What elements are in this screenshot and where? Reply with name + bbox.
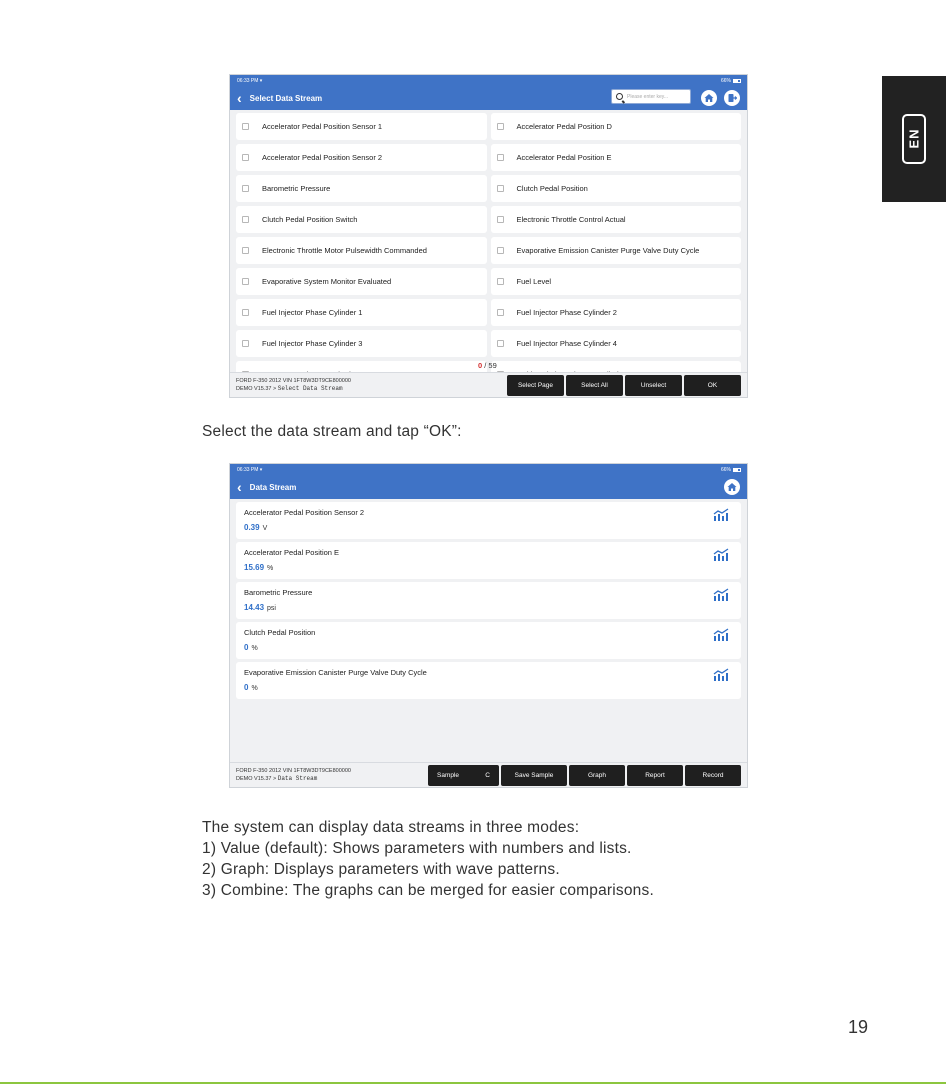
parameter-value: 0 — [244, 643, 249, 652]
parameter-unit: psi — [267, 605, 276, 612]
checkbox[interactable] — [497, 185, 504, 192]
back-icon[interactable]: ‹ — [237, 479, 242, 495]
total-count: / 59 — [484, 361, 497, 370]
data-stream-row — [236, 582, 741, 619]
exit-icon — [727, 93, 737, 103]
stream-item[interactable] — [236, 206, 487, 233]
breadcrumb: Data Stream — [277, 775, 318, 782]
stream-item-label: Accelerator Pedal Position D — [516, 122, 612, 131]
page-number: 19 — [848, 1017, 869, 1037]
status-ampm: PM — [250, 466, 259, 473]
data-stream-grid — [230, 110, 747, 388]
battery-level: 66% — [720, 466, 731, 473]
stream-item-label: Accelerator Pedal Position Sensor 2 — [262, 153, 383, 162]
graph-icon[interactable] — [713, 588, 729, 601]
parameter-value: 15.69 — [244, 563, 265, 572]
parameter-value: 0 — [244, 683, 249, 692]
stream-item[interactable] — [491, 175, 742, 202]
action-buttons — [507, 375, 747, 396]
back-icon[interactable]: ‹ — [237, 90, 242, 106]
stream-item[interactable] — [491, 330, 742, 357]
data-stream-row — [236, 502, 741, 539]
stream-item-label: Barometric Pressure — [262, 184, 331, 193]
stream-item[interactable] — [491, 299, 742, 326]
stream-item[interactable] — [236, 237, 487, 264]
bottom-bar — [230, 372, 747, 397]
vehicle-details: FORD F-350 2012 VIN 1FT8W3DT9CE800000 — [236, 768, 351, 774]
parameter-value: 14.43 — [244, 603, 265, 612]
record-button[interactable]: Record — [685, 765, 741, 786]
vehicle-details: FORD F-350 2012 VIN 1FT8W3DT9CE800000 — [236, 378, 351, 384]
graph-icon[interactable] — [713, 548, 729, 561]
stream-item[interactable] — [236, 144, 487, 171]
breadcrumb: Select Data Stream — [277, 385, 343, 392]
home-button[interactable] — [724, 479, 740, 495]
stream-item[interactable] — [491, 113, 742, 140]
stream-item[interactable] — [236, 175, 487, 202]
sample-label: Sample — [437, 771, 460, 779]
page-title: Data Stream — [249, 482, 297, 492]
stream-item-label: Fuel Injector Phase Cylinder 4 — [516, 339, 617, 348]
ok-button[interactable]: OK — [684, 375, 741, 396]
modes-intro: The system can display data streams in three modes: — [202, 819, 580, 836]
parameter-unit: V — [262, 525, 268, 532]
search-input[interactable] — [627, 94, 685, 100]
parameter-name: Accelerator Pedal Position Sensor 2 — [244, 508, 365, 517]
data-stream-list — [230, 499, 747, 699]
battery-level: 66% — [720, 77, 731, 84]
stream-item-label: Fuel Injector Phase Cylinder 2 — [516, 308, 617, 317]
mode-item: 2) Graph: Displays parameters with wave patterns. — [202, 861, 560, 878]
stream-item-label: Evaporative System Monitor Evaluated — [262, 277, 392, 286]
selected-count: 0 — [478, 361, 483, 370]
checkbox[interactable] — [497, 309, 504, 316]
parameter-name: Barometric Pressure — [244, 588, 313, 597]
select-all-button[interactable]: Select All — [566, 375, 623, 396]
graph-button[interactable]: Graph — [569, 765, 625, 786]
stream-item-label: Clutch Pedal Position Switch — [262, 215, 358, 224]
vehicle-info — [236, 377, 507, 393]
parameter-value: 0.39 — [244, 523, 260, 532]
status-time: 06:33 — [237, 466, 250, 473]
checkbox[interactable] — [497, 278, 504, 285]
parameter-name: Accelerator Pedal Position E — [244, 548, 340, 557]
checkbox[interactable] — [242, 123, 249, 130]
stream-item[interactable] — [236, 113, 487, 140]
stream-item[interactable] — [491, 237, 742, 264]
battery-icon — [733, 468, 741, 472]
sample-button[interactable] — [428, 765, 499, 786]
save-sample-button[interactable]: Save Sample — [501, 765, 567, 786]
stream-item-label: Electronic Throttle Control Actual — [516, 215, 626, 224]
stream-item-label: Fuel Level — [516, 277, 552, 286]
stream-item-label: Fuel Injector Phase Cylinder 1 — [262, 308, 363, 317]
data-stream-screen — [229, 463, 748, 788]
stream-item[interactable] — [491, 144, 742, 171]
page-title: Select Data Stream — [249, 93, 323, 103]
home-icon — [727, 482, 737, 492]
parameter-unit: % — [251, 645, 258, 652]
checkbox[interactable] — [242, 247, 249, 254]
wifi-icon: ▾ — [259, 466, 263, 473]
modes-description — [202, 817, 654, 901]
checkbox[interactable] — [242, 185, 249, 192]
bottom-bar — [230, 762, 747, 787]
unselect-button[interactable]: Unselect — [625, 375, 682, 396]
checkbox[interactable] — [242, 216, 249, 223]
parameter-name: Evaporative Emission Canister Purge Valve Duty Cycle — [244, 668, 427, 677]
title-bar — [230, 475, 747, 499]
stream-item-label: Accelerator Pedal Position Sensor 1 — [262, 122, 383, 131]
select-data-stream-screen — [229, 74, 748, 398]
action-buttons — [428, 765, 747, 786]
language-box — [902, 114, 926, 164]
home-button[interactable] — [701, 90, 717, 106]
language-tab — [882, 76, 946, 202]
status-ampm: PM — [250, 77, 259, 84]
status-bar — [230, 75, 747, 86]
status-time: 06:33 — [237, 77, 250, 84]
select-page-button[interactable]: Select Page — [507, 375, 564, 396]
home-icon — [704, 93, 714, 103]
search-icon — [616, 93, 623, 100]
data-stream-row — [236, 662, 741, 699]
stream-item-label: Evaporative Emission Canister Purge Valve Duty Cycle — [516, 246, 700, 255]
graph-icon[interactable] — [713, 668, 729, 681]
checkbox[interactable] — [497, 340, 504, 347]
parameter-unit: % — [267, 565, 274, 572]
stream-item[interactable] — [236, 330, 487, 357]
data-stream-row — [236, 622, 741, 659]
mode-item: 1) Value (default): Shows parameters with numbers and lists. — [202, 840, 632, 857]
mode-item: 3) Combine: The graphs can be merged for easier comparisons. — [202, 882, 654, 899]
report-button[interactable]: Report — [627, 765, 683, 786]
graph-icon[interactable] — [713, 628, 729, 641]
stream-item[interactable] — [236, 299, 487, 326]
stream-item-label: Electronic Throttle Motor Pulsewidth Commanded — [262, 246, 427, 255]
checkbox[interactable] — [497, 123, 504, 130]
parameter-name: Clutch Pedal Position — [244, 628, 316, 637]
caption: Select the data stream and tap “OK”: — [202, 423, 462, 440]
graph-icon[interactable] — [713, 508, 729, 521]
stream-item[interactable] — [491, 268, 742, 295]
checkbox[interactable] — [242, 278, 249, 285]
software-version: DEMO V15.37 > — [236, 386, 277, 392]
wifi-icon: ▾ — [259, 77, 263, 84]
software-version: DEMO V15.37 > — [236, 776, 277, 782]
stream-item-label: Clutch Pedal Position — [516, 184, 588, 193]
stream-item-label: Accelerator Pedal Position E — [516, 153, 612, 162]
exit-button[interactable] — [724, 90, 740, 106]
checkbox[interactable] — [242, 340, 249, 347]
checkbox[interactable] — [497, 216, 504, 223]
vehicle-info — [236, 767, 428, 783]
battery-icon — [733, 79, 741, 83]
title-bar — [230, 86, 747, 110]
search-box[interactable] — [611, 89, 691, 104]
checkbox[interactable] — [497, 247, 504, 254]
sample-key: C — [485, 771, 490, 779]
parameter-unit: % — [251, 685, 258, 692]
stream-item[interactable] — [491, 206, 742, 233]
data-stream-row — [236, 542, 741, 579]
stream-item-label: Fuel Injector Phase Cylinder 3 — [262, 339, 363, 348]
selection-counter — [478, 361, 497, 370]
language-label: EN — [906, 128, 922, 149]
checkbox[interactable] — [242, 309, 249, 316]
checkbox[interactable] — [242, 154, 249, 161]
checkbox[interactable] — [497, 154, 504, 161]
status-bar — [230, 464, 747, 475]
stream-item[interactable] — [236, 268, 487, 295]
